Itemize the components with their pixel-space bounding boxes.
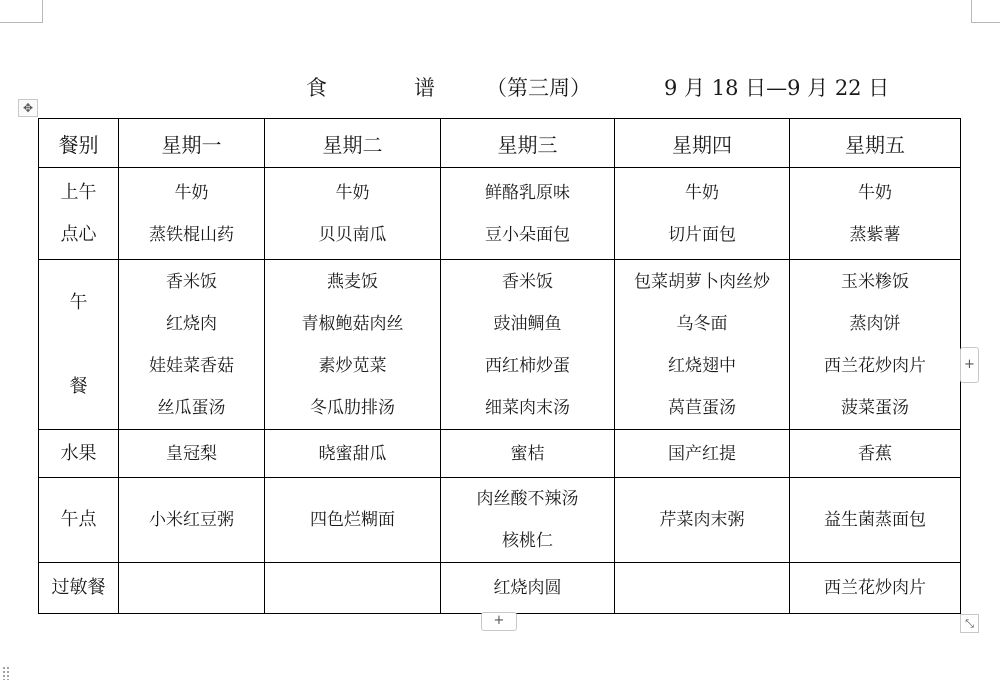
menu-cell-empty[interactable] [119, 563, 265, 614]
menu-cell[interactable] [615, 260, 790, 430]
row-label-line: 上午 [60, 181, 97, 203]
row-morning-snack [39, 168, 961, 260]
dish: 益生菌蒸面包 [824, 510, 926, 530]
title-week: （第三周） [486, 76, 591, 100]
dish: 香蕉 [858, 443, 892, 464]
row-label-line: 点心 [60, 223, 97, 245]
page-corner-mark-top-left [0, 0, 43, 23]
menu-cell[interactable] [265, 260, 441, 430]
day-header: 星期四 [615, 119, 790, 168]
page-corner-mark-top-right [971, 0, 1000, 23]
dish: 西兰花炒肉片 [824, 355, 926, 376]
title-char-pu: 谱 [414, 76, 435, 100]
dish: 西兰花炒肉片 [824, 578, 926, 598]
menu-cell[interactable] [790, 430, 961, 478]
row-label-morning-snack [39, 168, 119, 260]
menu-cell[interactable] [265, 168, 441, 260]
menu-cell[interactable] [265, 430, 441, 478]
title-char-shi: 食 [306, 76, 327, 100]
menu-cell[interactable] [790, 478, 961, 563]
dish: 小米红豆粥 [149, 510, 234, 530]
dish: 包菜胡萝卜肉丝炒 [634, 271, 770, 292]
menu-cell[interactable] [790, 260, 961, 430]
dish: 红烧翅中 [668, 355, 736, 376]
corner-header-cell: 餐别 [39, 119, 119, 168]
menu-cell[interactable] [265, 478, 441, 563]
dish: 芹菜肉末粥 [659, 510, 745, 530]
row-allergy-meal [39, 563, 961, 614]
dish: 冬瓜肋排汤 [310, 397, 395, 418]
dish: 红烧肉 [166, 313, 217, 334]
dish: 菠菜蛋汤 [841, 397, 909, 418]
menu-cell[interactable] [615, 430, 790, 478]
dish: 牛奶 [858, 182, 892, 203]
dish: 四色烂糊面 [310, 510, 395, 530]
dish: 丝瓜蛋汤 [157, 397, 226, 418]
dish: 核桃仁 [502, 531, 553, 551]
menu-cell[interactable] [790, 168, 961, 260]
header-row [39, 119, 961, 168]
dish: 莴苣蛋汤 [668, 397, 736, 418]
dish: 牛奶 [335, 182, 370, 203]
drag-grip-icon[interactable] [2, 666, 10, 680]
dish: 肉丝酸不辣汤 [476, 489, 579, 509]
menu-table [38, 118, 961, 614]
add-row-button[interactable] [481, 612, 517, 631]
dish: 贝贝南瓜 [318, 224, 387, 245]
resize-icon: ⤡ [965, 617, 974, 630]
menu-cell[interactable] [615, 168, 790, 260]
dish: 红烧肉圆 [493, 578, 562, 598]
dish: 豆小朵面包 [485, 224, 570, 245]
dish: 晓蜜甜瓜 [318, 443, 387, 464]
row-label-allergy-meal [39, 563, 119, 614]
dish: 鲜酪乳原味 [485, 182, 570, 203]
dish: 燕麦饭 [327, 271, 378, 292]
menu-cell[interactable] [119, 260, 265, 430]
day-header: 星期一 [119, 119, 265, 168]
menu-cell[interactable] [441, 478, 615, 563]
row-lunch [39, 260, 961, 430]
day-header: 星期二 [265, 119, 441, 168]
plus-icon: + [493, 613, 505, 628]
row-label-lunch [39, 260, 119, 430]
menu-cell[interactable] [119, 478, 265, 563]
dish: 蒸紫薯 [849, 224, 901, 245]
menu-cell[interactable] [441, 168, 615, 260]
dish: 国产红提 [668, 443, 736, 464]
move-icon: ✥ [22, 101, 34, 115]
dish: 牛奶 [174, 182, 209, 203]
row-label-line: 餐 [69, 375, 88, 397]
row-label-afternoon-snack [39, 478, 119, 563]
title-date-range: 9 月 18 日—9 月 22 日 [664, 76, 890, 100]
dish: 西红柿炒蛋 [485, 355, 570, 376]
table-resize-handle[interactable] [960, 614, 979, 633]
row-label-line: 水果 [60, 442, 97, 464]
add-column-button[interactable] [960, 347, 979, 383]
dish: 蒸铁棍山药 [149, 224, 234, 245]
menu-title [0, 72, 1000, 100]
day-header: 星期五 [790, 119, 961, 168]
dish: 玉米糁饭 [841, 271, 909, 292]
dish: 蜜桔 [510, 443, 545, 464]
dish: 香米饭 [166, 271, 217, 292]
dish: 皇冠梨 [166, 443, 217, 464]
dish: 青椒鲍菇肉丝 [301, 313, 404, 334]
dish: 牛奶 [685, 182, 719, 203]
menu-cell[interactable] [790, 563, 961, 614]
menu-cell[interactable] [119, 430, 265, 478]
row-label-fruit [39, 430, 119, 478]
menu-cell-empty[interactable] [615, 563, 790, 614]
menu-cell[interactable] [441, 430, 615, 478]
dish: 豉油鲷鱼 [493, 313, 562, 334]
table-move-handle[interactable] [18, 99, 38, 117]
dish: 娃娃菜香菇 [149, 355, 234, 376]
plus-icon: + [964, 357, 975, 372]
day-header: 星期三 [441, 119, 615, 168]
row-label-line: 午 [69, 291, 88, 313]
row-fruit [39, 430, 961, 478]
dish: 切片面包 [668, 224, 736, 245]
menu-cell-empty[interactable] [265, 563, 441, 614]
row-label-line: 午点 [60, 509, 97, 530]
menu-cell[interactable] [441, 563, 615, 614]
row-label-line: 过敏餐 [51, 577, 106, 598]
menu-cell[interactable] [119, 168, 265, 260]
dish: 细菜肉末汤 [485, 397, 570, 418]
menu-cell[interactable] [615, 478, 790, 563]
dish: 乌冬面 [676, 313, 728, 334]
menu-cell[interactable] [441, 260, 615, 430]
dish: 蒸肉饼 [849, 313, 901, 334]
dish: 香米饭 [502, 271, 553, 292]
dish: 素炒苋菜 [318, 355, 387, 376]
row-afternoon-snack [39, 478, 961, 563]
